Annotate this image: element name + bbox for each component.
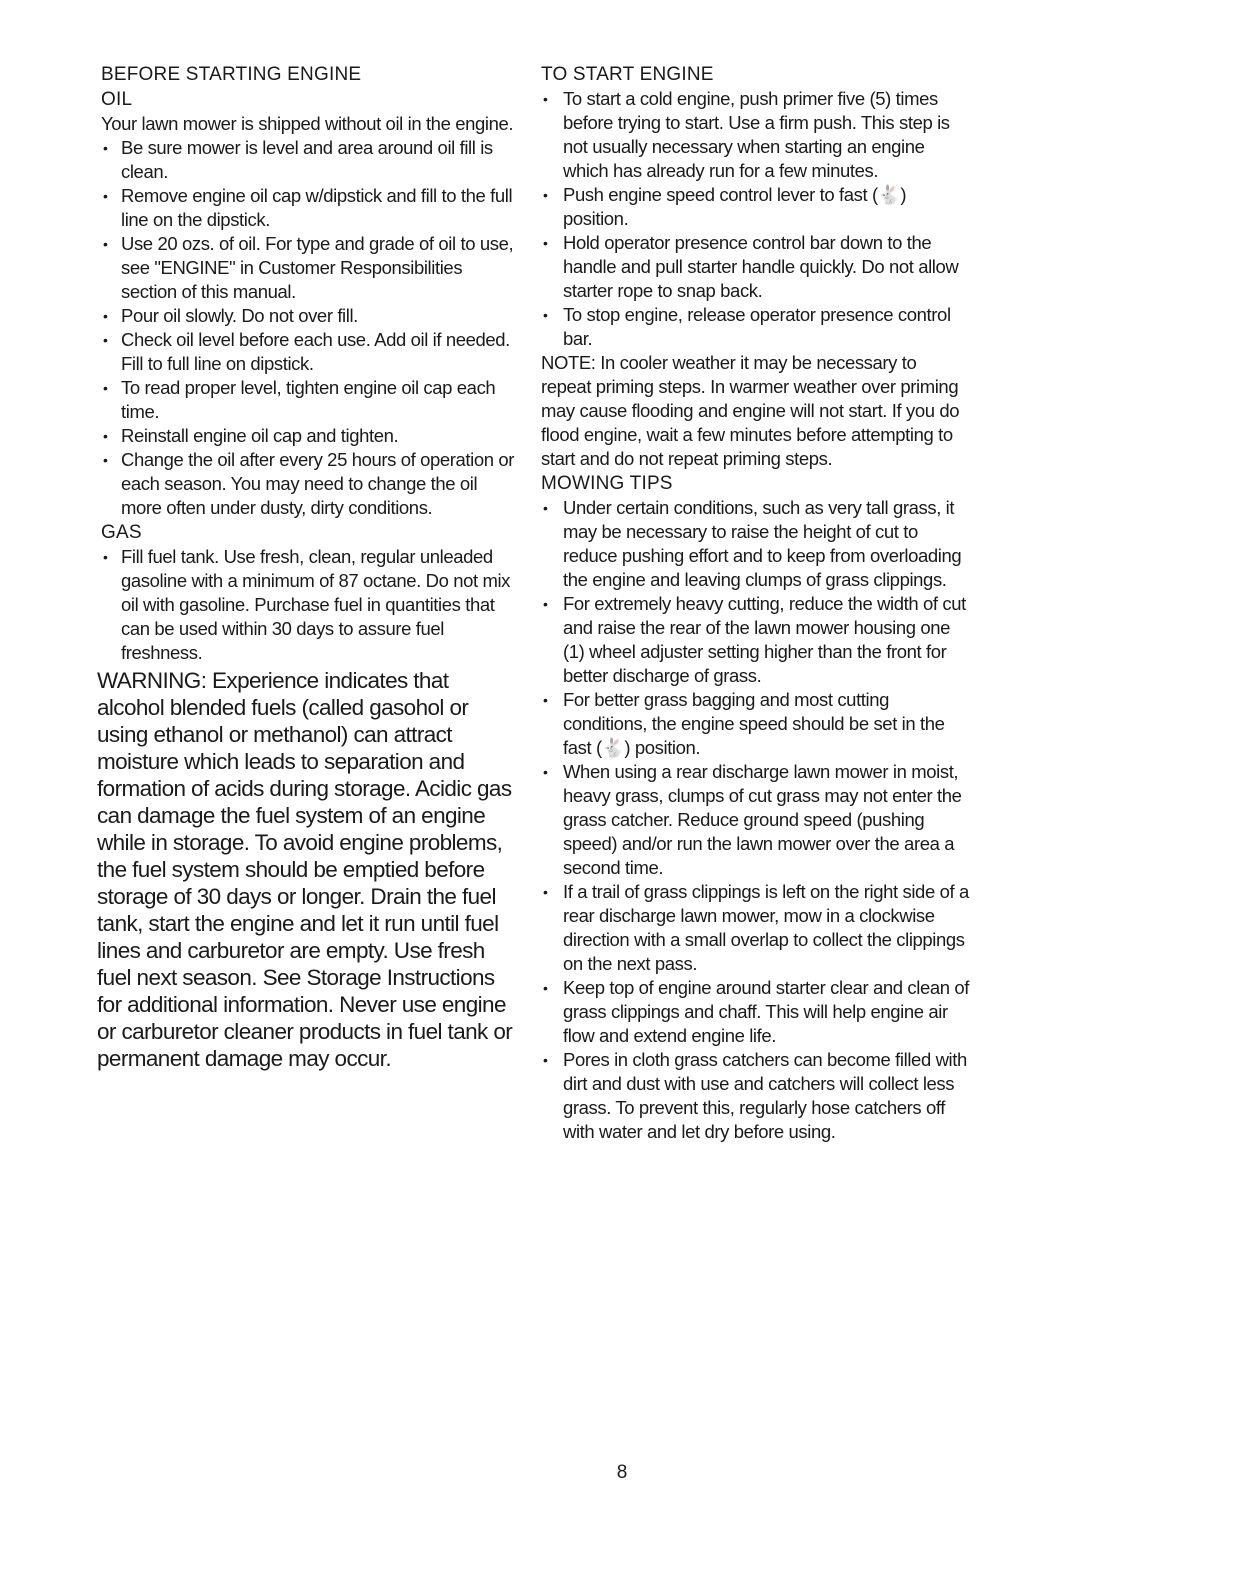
list-item: • If a trail of grass clippings is left on the right side of a rear discharge lawn mower, mow in a clockwise direction with a small overlap to collect the clippings on the next pass. bbox=[543, 881, 969, 974]
list-item: • Be sure mower is level and area around oil fill is clean. bbox=[103, 137, 493, 182]
start-list bbox=[541, 87, 971, 351]
list-item: • Reinstall engine oil cap and tighten. bbox=[103, 425, 399, 446]
list-item: • To start a cold engine, push primer five (5) times before trying to start. Use a firm push. This step is not usually necessary when starting an engine which has already run for a few minutes. bbox=[543, 88, 950, 181]
heading-gas: GAS bbox=[101, 522, 142, 543]
bullet-icon: • bbox=[103, 188, 108, 204]
note-paragraph bbox=[541, 351, 971, 471]
list-item: • To stop engine, release operator presence control bar. bbox=[543, 304, 951, 349]
warning-text: Experience indicates that alcohol blended fuels (called gasohol or using ethanol or methanol) can attract moisture which leads to separation and formation of acids during storage. Acidic gas can damage the fuel system of an engine while in storage. To avoid engine problems, the fuel system should be emptied before storage of 30 days or longer. Drain the fuel tank, start the engine and let it run until fuel lines and carburetor are empty. Use fresh fuel next season. See Storage Instructions for additional information. Never use engine or carburetor cleaner products in fuel tank or permanent damage may occur. bbox=[97, 668, 513, 1071]
bullet-icon: • bbox=[103, 380, 108, 396]
list-item: • When using a rear discharge lawn mower in moist, heavy grass, clumps of cut grass may not enter the grass catcher. Reduce ground speed (pushing speed) and/or run the lawn mower over the area a second time. bbox=[543, 761, 962, 878]
bullet-icon: • bbox=[543, 1052, 548, 1068]
heading-before-starting-engine: BEFORE STARTING ENGINE bbox=[101, 64, 362, 85]
list-item: • For extremely heavy cutting, reduce the width of cut and raise the rear of the lawn mower housing one (1) wheel adjuster setting higher than the front for better discharge of grass. bbox=[543, 593, 966, 686]
bullet-icon: • bbox=[103, 549, 108, 565]
list-item: • To read proper level, tighten engine oil cap each time. bbox=[103, 377, 496, 422]
left-column bbox=[97, 62, 521, 1072]
oil-intro: Your lawn mower is shipped without oil in the engine. bbox=[101, 113, 514, 134]
list-item: • Pour oil slowly. Do not over fill. bbox=[103, 305, 358, 326]
mowing-list bbox=[541, 496, 971, 1144]
bullet-icon: • bbox=[543, 884, 548, 900]
heading-oil: OIL bbox=[101, 89, 133, 110]
bullet-icon: • bbox=[543, 764, 548, 780]
bullet-icon: • bbox=[103, 140, 108, 156]
list-item: • Remove engine oil cap w/dipstick and fill to the full line on the dipstick. bbox=[103, 185, 513, 230]
list-item: • Keep top of engine around starter clear and clean of grass clippings and chaff. This will help engine air flow and extend engine life. bbox=[543, 977, 970, 1046]
page-number: 8 bbox=[616, 1462, 628, 1483]
right-column bbox=[541, 62, 971, 1144]
list-item: • Use 20 ozs. of oil. For type and grade of oil to use, see "ENGINE" in Customer Responsibilities section of this manual. bbox=[103, 233, 514, 302]
bullet-icon: • bbox=[543, 500, 548, 516]
bullet-icon: • bbox=[543, 235, 548, 251]
list-item: • Hold operator presence control bar down to the handle and pull starter handle quickly. Do not allow starter rope to snap back. bbox=[543, 232, 959, 301]
bullet-icon: • bbox=[103, 452, 108, 468]
note-label: NOTE: bbox=[541, 352, 596, 373]
bullet-icon: • bbox=[103, 308, 108, 324]
gas-list bbox=[101, 545, 521, 665]
heading-to-start-engine: TO START ENGINE bbox=[541, 64, 714, 85]
bullet-icon: • bbox=[543, 692, 548, 708]
bullet-icon: • bbox=[103, 236, 108, 252]
list-item: • Check oil level before each use. Add oil if needed. Fill to full line on dipstick. bbox=[103, 329, 510, 374]
bullet-icon: • bbox=[543, 596, 548, 612]
bullet-icon: • bbox=[103, 428, 108, 444]
bullet-icon: • bbox=[543, 91, 548, 107]
note-text: In cooler weather it may be necessary to repeat priming steps. In warmer weather over priming may cause flooding and engine will not start. If you do flood engine, wait a few minutes before attempting to start and do not repeat priming steps. bbox=[541, 352, 960, 469]
oil-list bbox=[101, 136, 521, 520]
list-item: • For better grass bagging and most cutting conditions, the engine speed should be set in the fast (🐇) position. bbox=[543, 689, 945, 758]
list-item: • Pores in cloth grass catchers can become filled with dirt and dust with use and catchers will collect less grass. To prevent this, regularly hose catchers off with water and let dry before using. bbox=[543, 1049, 967, 1142]
list-item: • Push engine speed control lever to fast (🐇) position. bbox=[543, 184, 907, 229]
warning-paragraph bbox=[97, 667, 521, 1072]
heading-mowing-tips: MOWING TIPS bbox=[541, 473, 673, 494]
bullet-icon: • bbox=[103, 332, 108, 348]
bullet-icon: • bbox=[543, 307, 548, 323]
list-item: • Fill fuel tank. Use fresh, clean, regular unleaded gasoline with a minimum of 87 octane. Do not mix oil with gasoline. Purchase fuel in quantities that can be used within 30 days to assure fuel freshness. bbox=[103, 546, 511, 663]
bullet-icon: • bbox=[543, 980, 548, 996]
list-item: • Change the oil after every 25 hours of operation or each season. You may need to change the oil more often under dusty, dirty conditions. bbox=[103, 449, 515, 518]
bullet-icon: • bbox=[543, 187, 548, 203]
list-item: • Under certain conditions, such as very tall grass, it may be necessary to raise the height of cut to reduce pushing effort and to keep from overloading the engine and leaving clumps of grass clippings. bbox=[543, 497, 962, 590]
warning-label: WARNING: bbox=[97, 668, 207, 693]
